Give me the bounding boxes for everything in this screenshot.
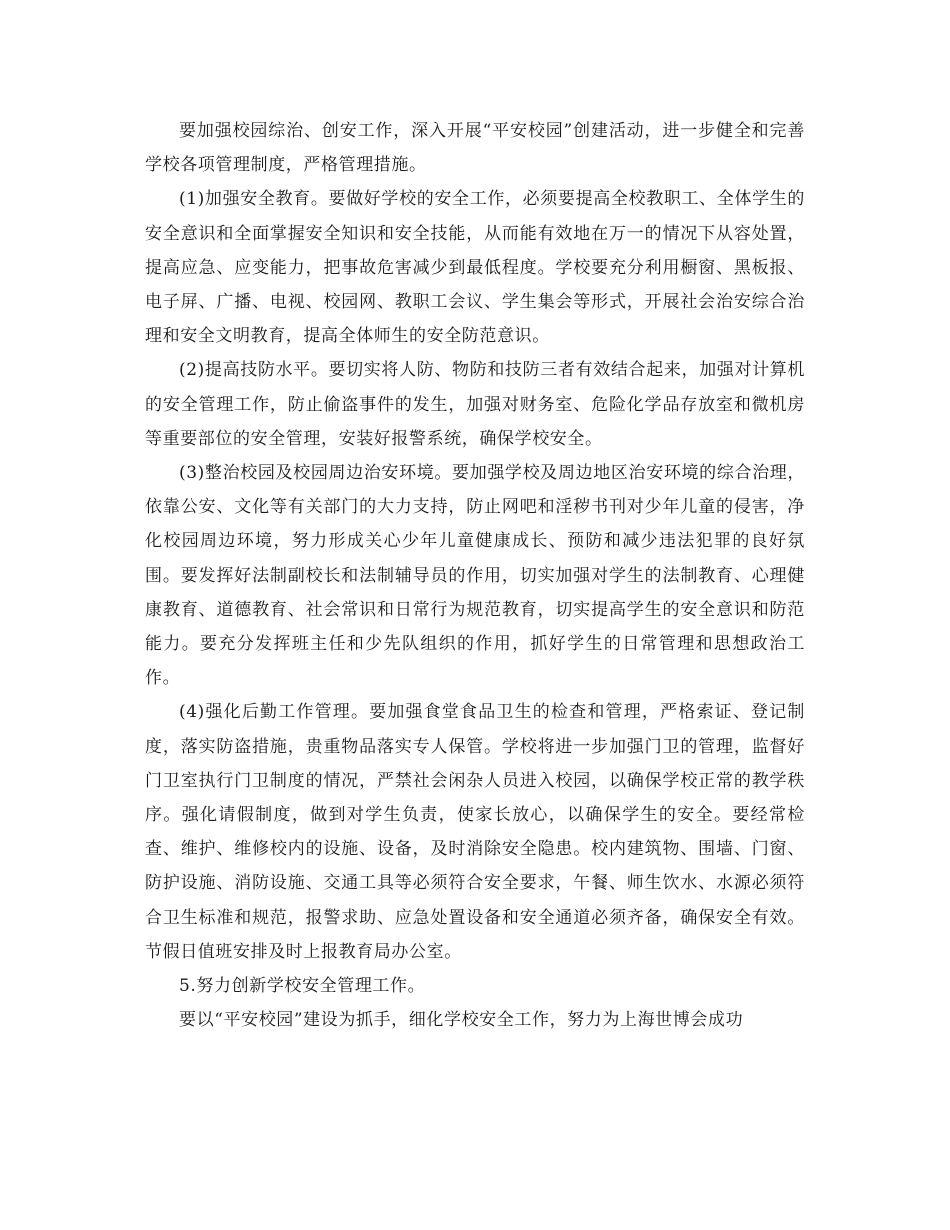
- paragraph-tech-defense: (2)提高技防水平。要切实将人防、物防和技防三者有效结合起来，加强对计算机的安全管理工作，防止偷盗事件的发生，加强对财务室、危险化学品存放室和微机房等重要部位的安全管理，安装好报警系统，确保学校安全。: [145, 360, 805, 449]
- document-page: [145, 114, 805, 1037]
- paragraph-section-5-heading: 5.努力创新学校安全管理工作。: [179, 976, 426, 997]
- paragraph-safe-campus: 要以“平安校园”建设为抓手，细化学校安全工作，努力为上海世博会成功: [179, 1010, 744, 1031]
- paragraph-intro: 要加强校园综治、创安工作，深入开展“平安校园”创建活动，进一步健全和完善学校各项管理制度，严格管理措施。: [145, 121, 805, 176]
- paragraph-campus-environment: (3)整治校园及校园周边治安环境。要加强学校及周边地区治安环境的综合治理，依靠公安、文化等有关部门的大力支持，防止网吧和淫秽书刊对少年儿童的侵害，净化校园周边环境，努力形成关心少年儿童健康成长、预防和减少违法犯罪的良好氛围。要发挥好法制副校长和法制辅导员的作用，切实加强对学生的法制教育、心理健康教育、道德教育、社会常识和日常行为规范教育，切实提高学生的安全意识和防范能力。要充分发挥班主任和少先队组织的作用，抓好学生的日常管理和思想政治工作。: [145, 463, 805, 689]
- paragraph-safety-education: (1)加强安全教育。要做好学校的安全工作，必须要提高全校教职工、全体学生的安全意识和全面掌握安全知识和安全技能，从而能有效地在万一的情况下从容处置，提高应急、应变能力，把事故危害减少到最低程度。学校要充分利用橱窗、黑板报、电子屏、广播、电视、校园网、教职工会议、学生集会等形式，开展社会治安综合治理和安全文明教育，提高全体师生的安全防范意识。: [145, 189, 805, 347]
- paragraph-logistics: (4)强化后勤工作管理。要加强食堂食品卫生的检查和管理，严格索证、登记制度，落实防盗措施，贵重物品落实专人保管。学校将进一步加强门卫的管理，监督好门卫室执行门卫制度的情况，严禁社会闲杂人员进入校园，以确保学校正常的教学秩序。强化请假制度，做到对学生负责，使家长放心，以确保学生的安全。要经常检查、维护、维修校内的设施、设备，及时消除安全隐患。校内建筑物、围墙、门窗、防护设施、消防设施、交通工具等必须符合安全要求，午餐、师生饮水、水源必须符合卫生标准和规范，报警求助、应急处置设备和安全通道必须齐备，确保安全有效。节假日值班安排及时上报教育局办公室。: [145, 702, 805, 962]
